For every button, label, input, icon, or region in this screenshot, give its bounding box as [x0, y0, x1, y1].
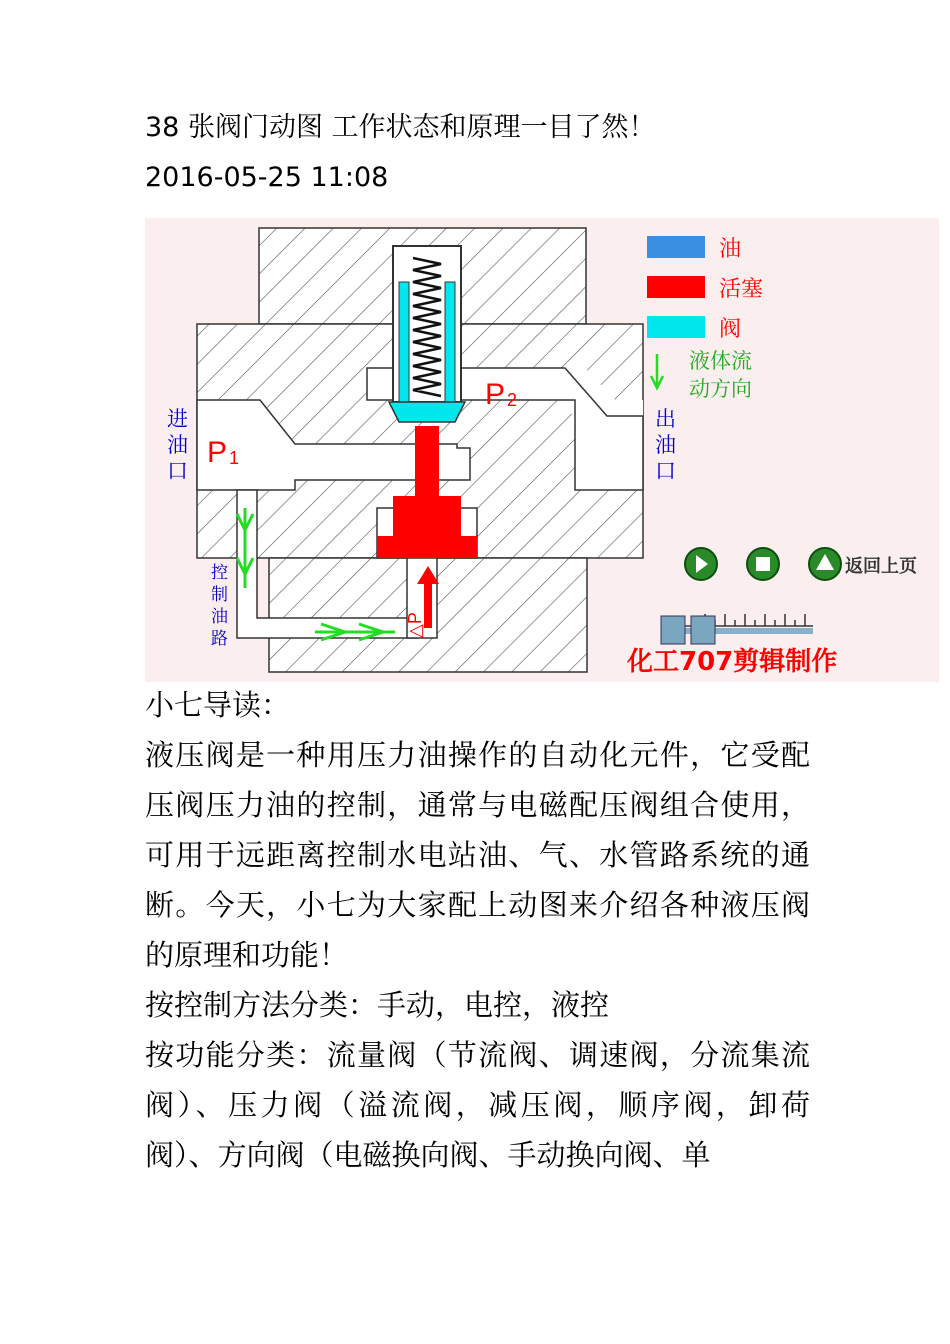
- stop-button[interactable]: [747, 548, 779, 580]
- classification-by-control: 按控制方法分类：手动，电控，液控: [145, 988, 610, 1022]
- outlet-label: [655, 407, 676, 483]
- article-date: 2016-05-25 11:08: [145, 162, 389, 193]
- timeline-slider[interactable]: [661, 614, 813, 644]
- stop-icon: [756, 557, 770, 571]
- intro-paragraph: 液压阀是一种用压力油操作的自动化元件，它受配压阀压力油的控制，通常与电磁配压阀组合使用，可用于远距离控制水电站油、气、水管路系统的通断。今天，小七为大家配上动图来介绍各种液压阀的原理和功能！: [145, 738, 810, 972]
- article-body: [145, 680, 810, 1180]
- legend-valve: 阀: [719, 317, 742, 342]
- outlet-char: 口: [655, 459, 676, 483]
- p2-subscript: 2: [507, 390, 518, 410]
- legend-swatch-valve: [647, 316, 705, 338]
- classification-by-function: 按功能分类：流量阀（节流阀、调速阀，分流集流阀）、压力阀（溢流阀，减压阀，顺序阀，卸荷阀）、方向阀（电磁换向阀、手动换向阀、单: [145, 1038, 810, 1172]
- outlet-char: 出: [655, 407, 676, 431]
- legend-piston: 活塞: [719, 277, 764, 302]
- inlet-char: 油: [167, 433, 188, 457]
- control-char: 制: [211, 585, 228, 605]
- p1-subscript: 1: [229, 448, 240, 468]
- play-button[interactable]: [685, 548, 717, 580]
- legend-flow-line1: 液体流: [689, 349, 752, 373]
- legend-oil: 油: [719, 237, 742, 262]
- legend-flow-line2: 动方向: [689, 377, 752, 401]
- control-char: 油: [211, 607, 228, 627]
- inlet-char: 口: [167, 459, 188, 483]
- slider-handle[interactable]: [691, 616, 715, 644]
- p1-label: P: [207, 436, 228, 469]
- control-char: 控: [211, 563, 228, 583]
- valve-animation-figure: [145, 218, 939, 682]
- legend-swatch-oil: [647, 236, 705, 258]
- legend-swatch-piston: [647, 276, 705, 298]
- valve-disc: [389, 402, 465, 422]
- control-char: 路: [211, 629, 228, 649]
- slider-handle[interactable]: [661, 616, 685, 644]
- watermark: 化工707剪辑制作: [627, 647, 838, 677]
- inlet-char: 进: [167, 407, 188, 431]
- control-line-label: [211, 563, 228, 649]
- legend: [647, 236, 763, 401]
- outlet-char: 油: [655, 433, 676, 457]
- back-button[interactable]: [809, 548, 917, 580]
- intro-heading: 小七导读：: [145, 688, 291, 722]
- p2-label: P: [485, 378, 506, 411]
- delta-p-label: △P: [405, 612, 425, 638]
- inlet-label: [167, 407, 188, 483]
- back-label: 返回上页: [845, 556, 917, 577]
- article-title: 38 张阀门动图 工作状态和原理一目了然！: [145, 112, 656, 143]
- spring-housing: [389, 246, 465, 422]
